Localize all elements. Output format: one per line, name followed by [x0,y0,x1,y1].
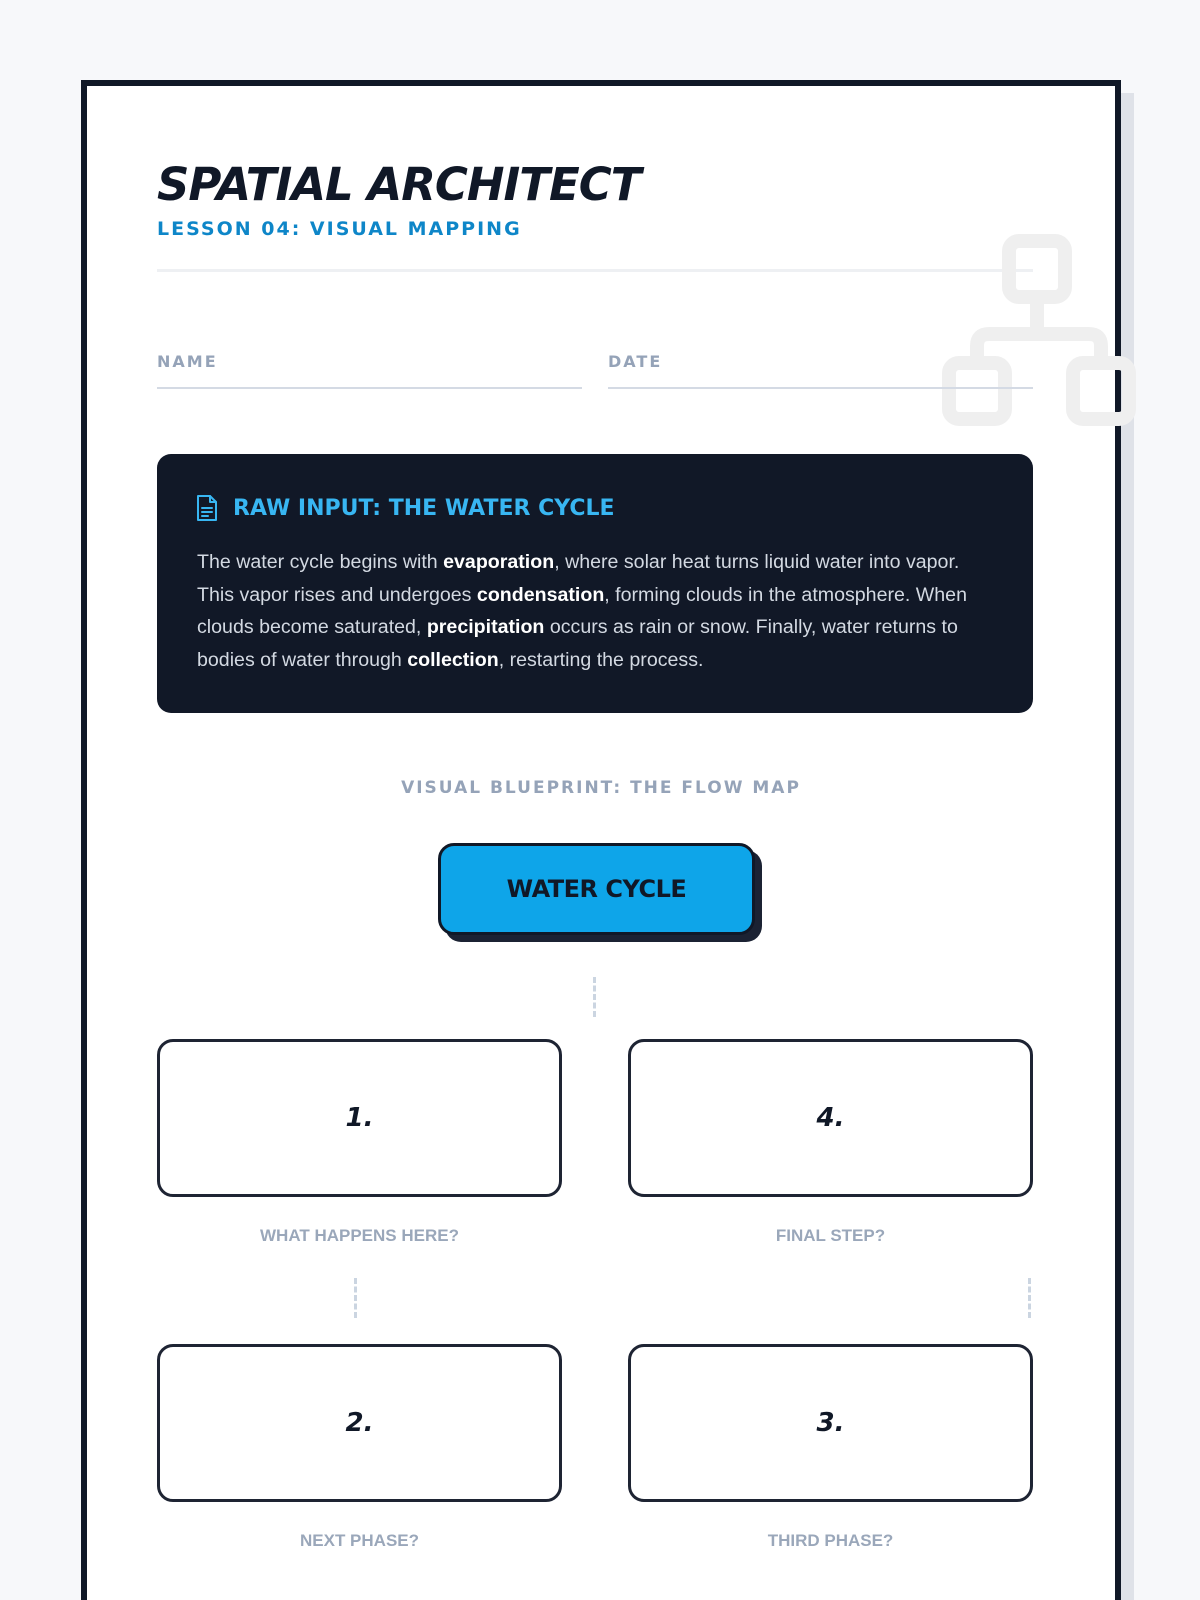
title-divider [157,269,1033,272]
step-hint-1: WHAT HAPPENS HERE? [260,1226,459,1245]
term-precipitation: precipitation [426,616,545,638]
step-hint-2: NEXT PHASE? [299,1531,420,1550]
raw-input-panel [157,454,1033,713]
connector-center [593,977,596,1017]
step-box-1[interactable]: 1. [157,1039,562,1197]
lesson-subtitle: LESSON 04: VISUAL MAPPING [157,218,522,240]
center-node: WATER CYCLE [438,843,755,935]
document-icon [195,494,219,522]
name-label: NAME [157,352,218,371]
raw-input-text: The water cycle begins with evaporation, where solar heat turns liquid water into vapor. This vapor rises and undergoes condensation, forming clouds in the atmosphere. When clouds become saturated, precipitation occurs as rain or snow. Finally, water returns to bodies of water through collection, restarting the process. [197,551,967,671]
raw-input-header [195,494,615,522]
connector-left [354,1278,357,1318]
connector-right [1028,1278,1031,1318]
step-hint-3: THIRD PHASE? [767,1531,894,1550]
flow-map-heading: VISUAL BLUEPRINT: THE FLOW MAP [401,778,801,798]
step-box-4[interactable]: 4. [628,1039,1033,1197]
worksheet-page [81,80,1121,1600]
network-icon [942,234,1142,434]
term-evaporation: evaporation [443,551,555,573]
step-box-3[interactable]: 3. [628,1344,1033,1502]
term-condensation: condensation [476,583,605,606]
term-collection: collection [407,648,499,671]
step-box-2[interactable]: 2. [157,1344,562,1502]
date-label: DATE [608,352,663,371]
name-field[interactable] [157,352,582,389]
date-field[interactable] [608,352,1033,389]
worksheet-title: SPATIAL ARCHITECT [157,158,641,211]
step-hint-4: FINAL STEP? [775,1226,886,1245]
raw-input-title: RAW INPUT: THE WATER CYCLE [233,495,615,521]
